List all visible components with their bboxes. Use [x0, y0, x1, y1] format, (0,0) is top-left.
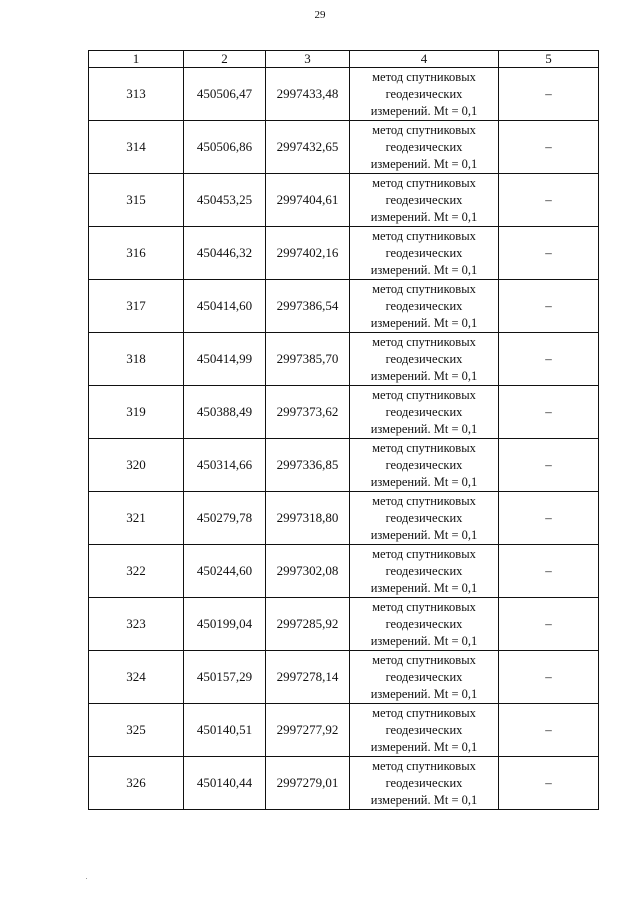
method-cell	[350, 68, 499, 121]
note-cell: –	[499, 704, 599, 757]
point-number-cell: 316	[89, 227, 184, 280]
coordinate-y-cell: 2997302,08	[266, 545, 350, 598]
method-line: метод спутниковых	[372, 175, 476, 190]
point-number-cell: 319	[89, 386, 184, 439]
method-line: метод спутниковых	[372, 493, 476, 508]
table-header-row	[89, 51, 599, 68]
note-cell: –	[499, 757, 599, 810]
coordinate-y-cell: 2997336,85	[266, 439, 350, 492]
point-number-cell: 321	[89, 492, 184, 545]
coordinate-x-cell: 450506,86	[184, 121, 266, 174]
note-cell: –	[499, 68, 599, 121]
method-cell	[350, 121, 499, 174]
note-cell: –	[499, 121, 599, 174]
table-row	[89, 704, 599, 757]
method-line: геодезических	[385, 563, 463, 578]
note-cell: –	[499, 280, 599, 333]
table-row	[89, 651, 599, 704]
method-line: измерений. Mt = 0,1	[370, 262, 478, 277]
point-number-cell: 313	[89, 68, 184, 121]
method-line: геодезических	[385, 722, 463, 737]
point-number-cell: 314	[89, 121, 184, 174]
method-line: метод спутниковых	[372, 546, 476, 561]
coordinate-x-cell: 450314,66	[184, 439, 266, 492]
coordinate-y-cell: 2997433,48	[266, 68, 350, 121]
column-header-2: 2	[184, 51, 266, 68]
method-cell	[350, 492, 499, 545]
coordinate-x-cell: 450414,99	[184, 333, 266, 386]
method-line: метод спутниковых	[372, 281, 476, 296]
coordinate-y-cell: 2997404,61	[266, 174, 350, 227]
point-number-cell: 323	[89, 598, 184, 651]
method-line: метод спутниковых	[372, 334, 476, 349]
table-row	[89, 386, 599, 439]
column-header-5: 5	[499, 51, 599, 68]
table-row	[89, 333, 599, 386]
method-cell	[350, 227, 499, 280]
coordinate-x-cell: 450453,25	[184, 174, 266, 227]
method-cell	[350, 757, 499, 810]
method-cell	[350, 545, 499, 598]
method-cell	[350, 704, 499, 757]
coordinate-y-cell: 2997285,92	[266, 598, 350, 651]
note-cell: –	[499, 439, 599, 492]
coordinate-y-cell: 2997279,01	[266, 757, 350, 810]
table-row	[89, 439, 599, 492]
method-line: измерений. Mt = 0,1	[370, 580, 478, 595]
method-line: геодезических	[385, 775, 463, 790]
method-cell	[350, 439, 499, 492]
table-row	[89, 492, 599, 545]
scan-speck	[86, 878, 87, 879]
method-line: геодезических	[385, 510, 463, 525]
method-line: метод спутниковых	[372, 122, 476, 137]
column-header-3: 3	[266, 51, 350, 68]
note-cell: –	[499, 333, 599, 386]
coordinate-y-cell: 2997277,92	[266, 704, 350, 757]
coordinate-x-cell: 450140,44	[184, 757, 266, 810]
method-cell	[350, 280, 499, 333]
note-cell: –	[499, 492, 599, 545]
method-line: метод спутниковых	[372, 387, 476, 402]
table-row	[89, 598, 599, 651]
method-line: геодезических	[385, 192, 463, 207]
method-line: измерений. Mt = 0,1	[370, 739, 478, 754]
coordinate-x-cell: 450157,29	[184, 651, 266, 704]
method-line: метод спутниковых	[372, 440, 476, 455]
method-line: измерений. Mt = 0,1	[370, 209, 478, 224]
coordinate-y-cell: 2997432,65	[266, 121, 350, 174]
table-row	[89, 757, 599, 810]
coordinate-x-cell: 450279,78	[184, 492, 266, 545]
coordinate-x-cell: 450506,47	[184, 68, 266, 121]
method-line: геодезических	[385, 245, 463, 260]
method-line: измерений. Mt = 0,1	[370, 368, 478, 383]
point-number-cell: 325	[89, 704, 184, 757]
method-line: метод спутниковых	[372, 69, 476, 84]
method-cell	[350, 651, 499, 704]
page-number: 29	[314, 9, 326, 21]
note-cell: –	[499, 598, 599, 651]
coordinates-table	[88, 50, 599, 810]
coordinate-x-cell: 450388,49	[184, 386, 266, 439]
column-header-4: 4	[350, 51, 499, 68]
point-number-cell: 324	[89, 651, 184, 704]
method-line: метод спутниковых	[372, 599, 476, 614]
method-line: геодезических	[385, 351, 463, 366]
note-cell: –	[499, 174, 599, 227]
method-line: измерений. Mt = 0,1	[370, 792, 478, 807]
point-number-cell: 317	[89, 280, 184, 333]
method-line: измерений. Mt = 0,1	[370, 686, 478, 701]
coordinate-x-cell: 450244,60	[184, 545, 266, 598]
coordinate-y-cell: 2997385,70	[266, 333, 350, 386]
coordinate-y-cell: 2997318,80	[266, 492, 350, 545]
coordinate-y-cell: 2997402,16	[266, 227, 350, 280]
method-cell	[350, 333, 499, 386]
method-line: геодезических	[385, 457, 463, 472]
method-line: геодезических	[385, 139, 463, 154]
coordinate-y-cell: 2997373,62	[266, 386, 350, 439]
table-row	[89, 68, 599, 121]
coordinate-y-cell: 2997386,54	[266, 280, 350, 333]
coordinate-x-cell: 450414,60	[184, 280, 266, 333]
method-line: геодезических	[385, 404, 463, 419]
table-row	[89, 227, 599, 280]
method-line: измерений. Mt = 0,1	[370, 474, 478, 489]
table-body	[89, 68, 599, 810]
method-line: метод спутниковых	[372, 228, 476, 243]
coordinate-x-cell: 450199,04	[184, 598, 266, 651]
method-line: измерений. Mt = 0,1	[370, 633, 478, 648]
table-row	[89, 174, 599, 227]
point-number-cell: 318	[89, 333, 184, 386]
note-cell: –	[499, 386, 599, 439]
method-line: метод спутниковых	[372, 652, 476, 667]
method-line: метод спутниковых	[372, 705, 476, 720]
coordinate-y-cell: 2997278,14	[266, 651, 350, 704]
method-line: измерений. Mt = 0,1	[370, 315, 478, 330]
column-header-1: 1	[89, 51, 184, 68]
method-cell	[350, 386, 499, 439]
method-line: измерений. Mt = 0,1	[370, 527, 478, 542]
method-line: измерений. Mt = 0,1	[370, 421, 478, 436]
table-row	[89, 545, 599, 598]
method-line: измерений. Mt = 0,1	[370, 103, 478, 118]
method-line: метод спутниковых	[372, 758, 476, 773]
method-cell	[350, 598, 499, 651]
method-line: измерений. Mt = 0,1	[370, 156, 478, 171]
point-number-cell: 322	[89, 545, 184, 598]
point-number-cell: 315	[89, 174, 184, 227]
coordinate-x-cell: 450446,32	[184, 227, 266, 280]
method-line: геодезических	[385, 86, 463, 101]
note-cell: –	[499, 227, 599, 280]
note-cell: –	[499, 651, 599, 704]
method-line: геодезических	[385, 669, 463, 684]
point-number-cell: 326	[89, 757, 184, 810]
point-number-cell: 320	[89, 439, 184, 492]
note-cell: –	[499, 545, 599, 598]
method-cell	[350, 174, 499, 227]
method-line: геодезических	[385, 616, 463, 631]
table-row	[89, 121, 599, 174]
table-row	[89, 280, 599, 333]
method-line: геодезических	[385, 298, 463, 313]
coordinate-x-cell: 450140,51	[184, 704, 266, 757]
